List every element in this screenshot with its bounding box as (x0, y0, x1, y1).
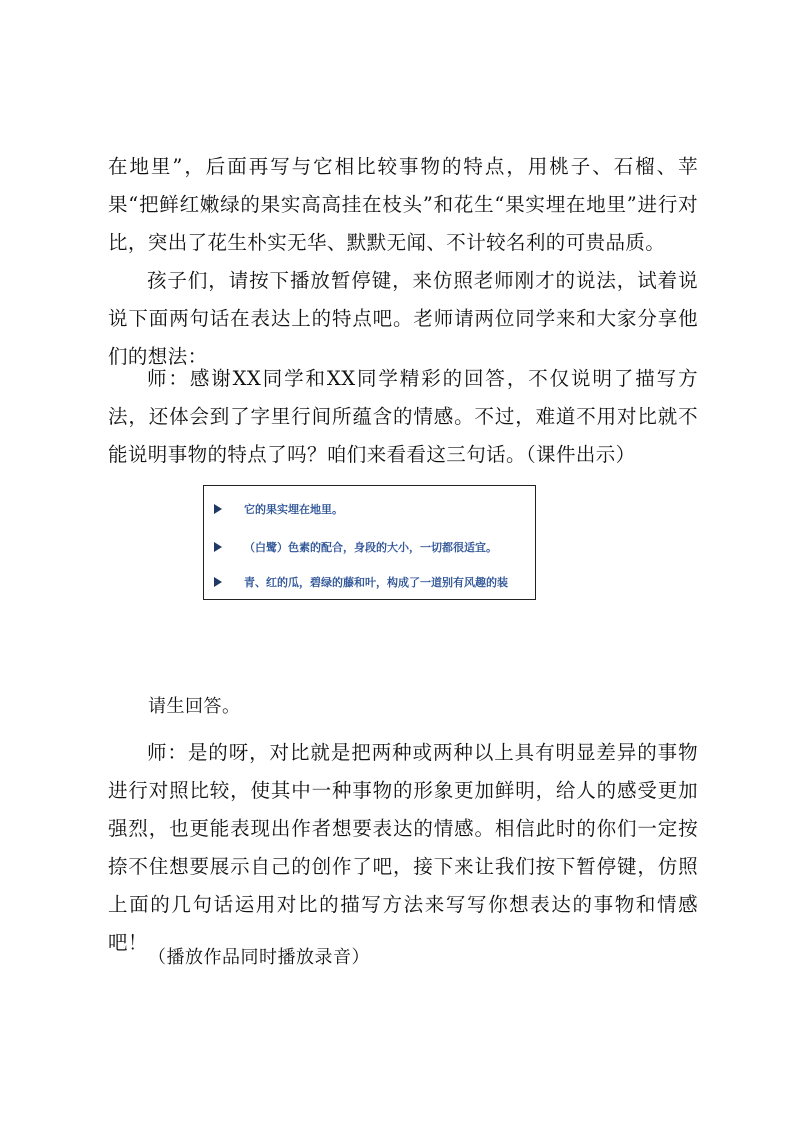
arrow-bullet-icon (214, 577, 222, 587)
slide-bullet-2 (214, 537, 531, 557)
arrow-bullet-icon (214, 504, 222, 514)
slide-bullet-text: 它的果实埋在地里。 (244, 503, 343, 516)
slide-bullet-text: 青、红的瓜，碧绿的藤和叶，构成了一道别有风趣的装 (244, 576, 508, 589)
paragraph-contrast-explanation: 师：是的呀，对比就是把两种或两种以上具有明显差异的事物进行对照比较，使其中一种事物的形象更加鲜明，给人的感受更加强烈，也更能表现出作者想要表达的情感。相信此时的你们一定按捺不住想要展示自己的创作了吧，接下来让我们按下暂停键，仿照上面的几句话运用对比的描写方法来写写你想表达的事物和情感吧！ (108, 741, 698, 954)
slide-bullet-text: （白鹭）色素的配合，身段的大小，一切都很适宜。 (244, 541, 497, 554)
paragraph-play-recording: （播放作品同时播放录音） (148, 947, 370, 968)
paragraph-instruction: 孩子们，请按下播放暂停键，来仿照老师刚才的说法，试着说说下面两句话在表达上的特点吧。老师请两位同学来和大家分享他们的想法： (108, 269, 698, 368)
paragraph-ask-students: 请生回答。 (148, 696, 241, 717)
slide-sentences-box (203, 485, 536, 600)
paragraph-peanut-comparison: 在地里”，后面再写与它相比较事物的特点，用桃子、石榴、苹果“把鲜红嫩绿的果实高高挂在枝头”和花生“果实埋在地里”进行对比，突出了花生朴实无华、默默无闻、不计较名利的可贵品质。 (108, 155, 698, 254)
slide-bullet-1 (214, 499, 531, 519)
arrow-bullet-icon (214, 542, 222, 552)
slide-bullet-3 (214, 572, 531, 592)
paragraph-teacher-feedback: 师：感谢XX同学和XX同学精彩的回答，不仅说明了描写方法，还体会到了字里行间所蕴含的情感。不过，难道不用对比就不能说明事物的特点了吗？咱们来看看这三句话。（课件出示） (108, 367, 698, 466)
